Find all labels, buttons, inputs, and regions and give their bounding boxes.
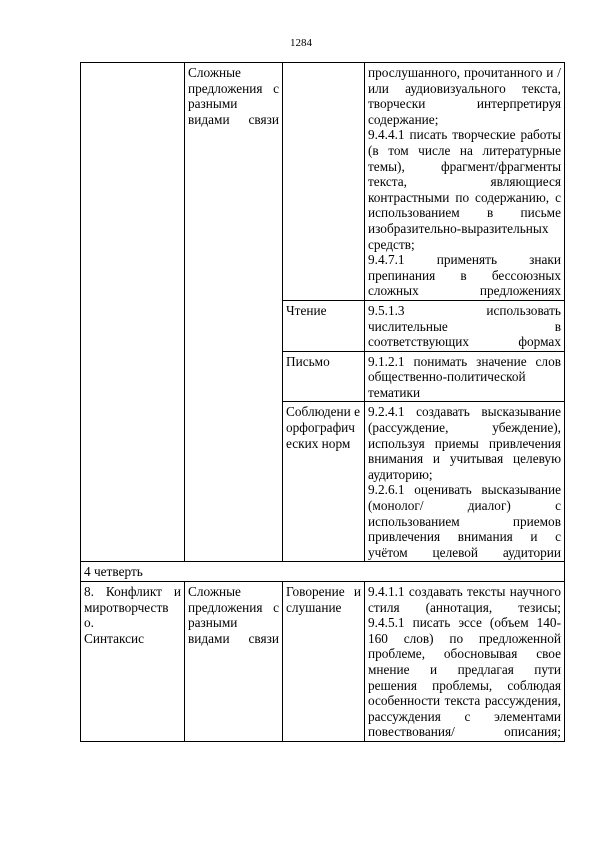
page-number: 1284 — [290, 37, 312, 49]
objective-text: 9.4.5.1 писать эссе (объем 140-160 слов) по предложенной проблеме, обосновывая свое мнение и предлагая пути решения проблемы, соблюдая особенности текста рассуждения, рассуждения с элементами повествования/ описания; — [368, 615, 561, 740]
objectives-cell — [365, 300, 565, 351]
quarter-label: 4 четверть — [81, 562, 565, 582]
skill-cell — [283, 63, 365, 301]
section-cell — [185, 63, 283, 562]
objective-text: 9.2.4.1 создавать высказывание (рассуждение, убеждение), используя приемы привлечения внимания и учитывая целевую аудиторию; — [368, 404, 561, 482]
objective-text: 9.5.1.3 использовать числительные в соответствующих формах — [368, 302, 561, 350]
skill-cell: Соблюдени е орфографич еских норм — [283, 402, 365, 562]
curriculum-table — [80, 62, 565, 742]
skill-cell: Чтение — [283, 300, 365, 351]
table-row — [81, 63, 565, 301]
skill-cell: Говорение и слушание — [283, 582, 365, 742]
objectives-cell — [365, 402, 565, 562]
topic-text: Синтаксис — [84, 630, 145, 646]
objective-text: прослушанного, прочитанного и / или аудиовизуального текста, творчески интерпретируя содержание; — [368, 65, 561, 127]
topic-cell — [81, 63, 185, 562]
objective-text: 9.1.2.1 понимать значение слов общественно-политической тематики — [368, 353, 561, 400]
topic-cell — [81, 582, 185, 742]
objectives-cell — [365, 351, 565, 402]
table-row — [81, 582, 565, 742]
section-text: Сложные предложения с разными видами связи — [188, 65, 279, 127]
topic-text: 8. Конфликт и миротворчеств о. — [84, 584, 181, 631]
objectives-cell — [365, 63, 565, 301]
section-cell: Сложные предложения с разными видами связи — [185, 582, 283, 742]
objective-text: 9.2.6.1 оценивать высказывание (монолог/ диалог) с использованием приемов привлечения внимания и с учётом целевой аудитории — [368, 482, 561, 560]
objective-text: 9.4.7.1 применять знаки препинания в бессоюзных сложных предложениях — [368, 252, 561, 299]
quarter-row — [81, 562, 565, 582]
objective-text: 9.4.1.1 создавать тексты научного стиля (аннотация, тезисы; — [368, 584, 561, 615]
objectives-cell — [365, 582, 565, 742]
objective-text: 9.4.4.1 писать творческие работы (в том числе на литературные темы), фрагмент/фрагменты текста, являющиеся контрастными по содержанию, с использованием в письме изобразительно-выразительных средств; — [368, 127, 561, 252]
skill-cell: Письмо — [283, 351, 365, 402]
